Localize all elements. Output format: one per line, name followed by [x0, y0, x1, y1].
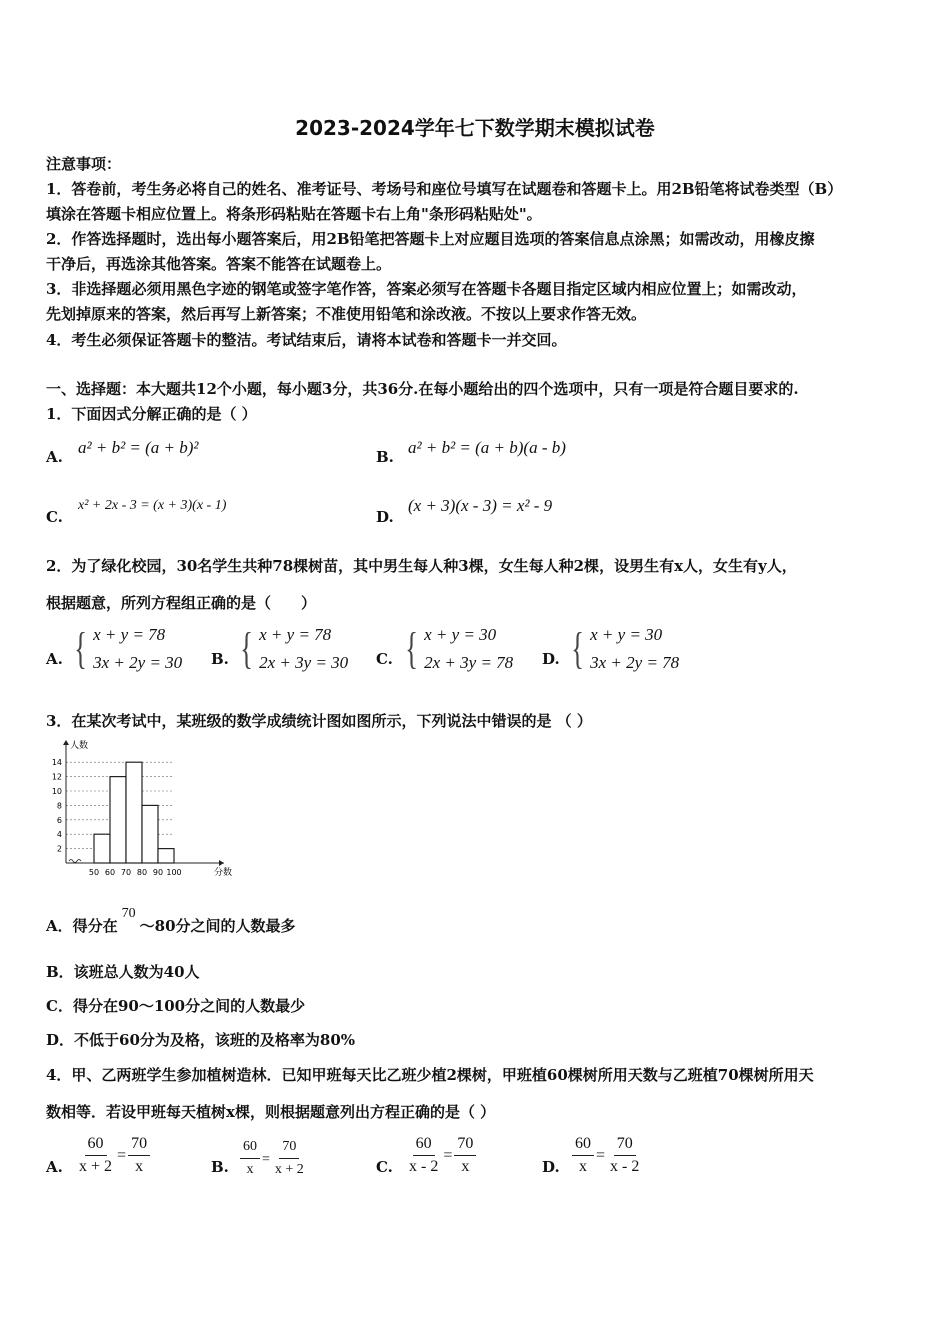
notes-line: 先划掉原来的答案，然后再写上新答案；不准使用铅笔和涂改液。不按以上要求作答无效。	[46, 305, 647, 323]
q1-option-b-label: B.	[376, 448, 394, 466]
equation-line: 2x + 3y = 30	[259, 653, 349, 672]
denominator: x	[461, 1158, 470, 1175]
q3-option-a-post: ～80分之间的人数最多	[139, 917, 296, 935]
q4-option-a-expr	[76, 1133, 150, 1178]
notes-line: 1．答卷前，考生务必将自己的姓名、准考证号、考场号和座位号填写在试题卷和答题卡上。用2B铅笔将试卷类型（B）	[46, 180, 843, 198]
brace-icon: {	[405, 624, 418, 673]
score-histogram	[46, 736, 236, 881]
q2-option-b-system	[236, 621, 348, 677]
q2-option-c-label: C.	[376, 650, 393, 668]
numerator: 70	[128, 1133, 150, 1156]
numerator: 60	[240, 1136, 260, 1159]
q1-option-a-expr: a² + b² = (a + b)²	[78, 438, 199, 457]
y-tick-label: 10	[51, 787, 62, 796]
y-tick-label: 6	[56, 815, 62, 825]
q4-option-a-label: A.	[46, 1158, 63, 1176]
axis-break-icon	[69, 860, 81, 863]
denominator: x	[246, 1162, 254, 1177]
equation-line: 3x + 2y = 30	[93, 653, 183, 672]
brace-icon: {	[240, 624, 253, 673]
q2-stem: 根据题意，所列方程组正确的是（ ）	[46, 594, 317, 612]
q4-option-c-label: C.	[376, 1158, 393, 1176]
brace-icon: {	[74, 624, 87, 673]
fraction	[406, 1133, 441, 1178]
q2-option-d-system	[567, 621, 679, 677]
q2-option-b-label: B.	[211, 650, 229, 668]
x-tick-label: 90	[152, 868, 164, 877]
fraction	[128, 1133, 150, 1178]
q2-stem: 2．为了绿化校园，30名学生共种78棵树苗，其中男生每人种3棵，女生每人种2棵，设男生有x人，女生有y人，	[46, 557, 797, 575]
numerator: 70	[614, 1133, 636, 1156]
fraction	[240, 1136, 260, 1181]
equation-line: x + y = 78	[259, 625, 332, 644]
q2-option-d-label: D.	[542, 650, 560, 668]
q1-stem: 1．下面因式分解正确的是（ ）	[46, 405, 257, 423]
notes-line: 4．考生必须保证答题卡的整洁。考试结束后，请将本试卷和答题卡一并交回。	[46, 331, 567, 349]
notes-line: 干净后，再选涂其他答案。答案不能答在试题卷上。	[46, 255, 392, 273]
denominator: x - 2	[610, 1158, 640, 1175]
numerator: 60	[572, 1133, 594, 1156]
q3-option-a-pre: A．得分在	[46, 917, 118, 935]
fraction	[272, 1136, 307, 1181]
denominator: x + 2	[274, 1162, 304, 1177]
y-tick-label: 14	[51, 758, 62, 768]
y-tick-label: 4	[56, 830, 62, 840]
x-tick-label: 70	[120, 868, 132, 877]
y-tick-label: 2	[56, 844, 62, 854]
denominator: x + 2	[79, 1158, 113, 1175]
numerator: 70	[279, 1136, 299, 1159]
x-tick-label: 80	[136, 868, 148, 877]
q4-option-c-expr	[406, 1133, 476, 1178]
q2-option-a-system	[70, 621, 182, 677]
q4-option-d-label: D.	[542, 1158, 560, 1176]
equals-sign: =	[262, 1151, 270, 1167]
equation-line: x + y = 30	[590, 625, 663, 644]
q4-stem: 数相等．若设甲班每天植树x棵，则根据题意列出方程正确的是（ ）	[46, 1103, 496, 1121]
q3-option-b: B．该班总人数为40人	[46, 963, 200, 981]
fraction	[607, 1133, 642, 1178]
numerator: 60	[413, 1133, 435, 1156]
x-tick-label: 60	[104, 868, 116, 877]
histogram-bar	[110, 777, 126, 863]
histogram-bar	[142, 805, 158, 863]
q1-option-c-expr: x² + 2x - 3 = (x + 3)(x - 1)	[78, 498, 227, 513]
q2-option-c-system	[401, 621, 513, 677]
equation-line: x + y = 30	[424, 625, 497, 644]
equals-sign: =	[596, 1147, 606, 1164]
q4-option-b-label: B.	[211, 1158, 229, 1176]
q3-option-a-sup: 70	[121, 906, 136, 921]
x-axis-arrow-icon	[219, 860, 224, 866]
q3-option-a	[46, 906, 296, 936]
equals-sign: =	[117, 1147, 127, 1164]
equals-sign: =	[443, 1147, 453, 1164]
q4-option-b-expr	[240, 1136, 307, 1181]
numerator: 70	[454, 1133, 476, 1156]
histogram-bar	[158, 849, 174, 863]
y-tick-label: 12	[51, 772, 62, 782]
y-tick-label: 8	[56, 801, 62, 811]
equation-line: 2x + 3y = 78	[424, 653, 514, 672]
q4-stem: 4．甲、乙两班学生参加植树造林．已知甲班每天比乙班少植2棵树，甲班植60棵树所用天数与乙班植70棵树所用天	[46, 1066, 814, 1084]
x-tick-label: 50	[88, 868, 100, 877]
q1-option-c-label: C.	[46, 508, 63, 526]
notes-heading: 注意事项：	[46, 155, 122, 173]
notes-line: 2．作答选择题时，选出每小题答案后，用2B铅笔把答题卡上对应题目选项的答案信息点涂黑；如需改动，用橡皮擦	[46, 230, 815, 248]
q3-option-c: C．得分在90～100分之间的人数最少	[46, 997, 306, 1015]
q4-option-d-expr	[572, 1133, 642, 1178]
fraction	[76, 1133, 115, 1178]
denominator: x	[135, 1158, 144, 1175]
q1-option-b-expr: a² + b² = (a + b)(a - b)	[408, 438, 566, 457]
q3-stem: 3．在某次考试中，某班级的数学成绩统计图如图所示，下列说法中错误的是 （ ）	[46, 712, 592, 730]
brace-icon: {	[571, 624, 584, 673]
x-axis-label: 分数	[214, 868, 233, 878]
q2-option-a-label: A.	[46, 650, 63, 668]
denominator: x	[579, 1158, 587, 1175]
page-title: 2023-2024学年七下数学期末模拟试卷	[295, 116, 655, 140]
equation-line: 3x + 2y = 78	[590, 653, 680, 672]
histogram-bar	[126, 762, 142, 863]
y-axis-arrow-icon	[63, 740, 69, 745]
histogram-bar	[94, 834, 110, 863]
x-tick-label: 100	[166, 868, 182, 877]
q1-option-d-label: D.	[376, 508, 394, 526]
fraction	[454, 1133, 476, 1178]
numerator: 60	[85, 1133, 107, 1156]
notes-line: 填涂在答题卡相应位置上。将条形码粘贴在答题卡右上角"条形码粘贴处"。	[46, 205, 542, 223]
fraction	[572, 1133, 594, 1178]
q1-option-d-expr: (x + 3)(x - 3) = x² - 9	[408, 496, 553, 515]
q3-option-d: D．不低于60分为及格，该班的及格率为80%	[46, 1031, 356, 1049]
section-heading: 一、选择题：本大题共12个小题，每小题3分，共36分.在每小题给出的四个选项中，只有一项是符合题目要求的.	[46, 380, 799, 398]
denominator: x - 2	[409, 1158, 439, 1175]
notes-line: 3．非选择题必须用黑色字迹的钢笔或签字笔作答，答案必须写在答题卡各题目指定区域内相应位置上；如需改动，	[46, 280, 807, 298]
y-axis-label: 人数	[70, 741, 89, 751]
equation-line: x + y = 78	[93, 625, 166, 644]
q1-option-a-label: A.	[46, 448, 63, 466]
